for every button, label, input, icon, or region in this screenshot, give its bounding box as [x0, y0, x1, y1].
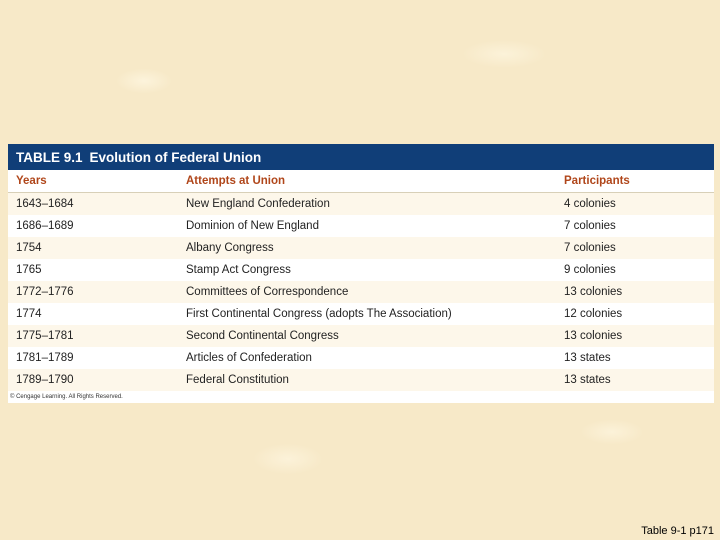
column-header-participants: Participants: [564, 175, 630, 187]
table-title: Evolution of Federal Union: [89, 149, 262, 165]
table-title-bar: [8, 144, 714, 170]
cell-attempt: Stamp Act Congress: [186, 264, 291, 276]
cell-attempt: Albany Congress: [186, 242, 274, 254]
cell-participants: 9 colonies: [564, 264, 616, 276]
table-row: [8, 193, 714, 215]
cell-years: 1643–1684: [16, 198, 74, 210]
cell-participants: 13 states: [564, 352, 611, 364]
cell-years: 1772–1776: [16, 286, 74, 298]
table-row: [8, 259, 714, 281]
copyright-notice: © Cengage Learning. All Rights Reserved.: [8, 391, 714, 403]
cell-years: 1774: [16, 308, 42, 320]
cell-years: 1775–1781: [16, 330, 74, 342]
cell-attempt: Dominion of New England: [186, 220, 319, 232]
cell-attempt: Committees of Correspondence: [186, 286, 349, 298]
table-header-row: [8, 170, 714, 193]
column-header-attempts: Attempts at Union: [186, 175, 286, 187]
table-figure: [8, 144, 714, 402]
cell-attempt: New England Confederation: [186, 198, 330, 210]
table-row: [8, 215, 714, 237]
column-header-years: Years: [16, 175, 47, 187]
cell-participants: 13 colonies: [564, 330, 623, 342]
table-body: [8, 193, 714, 391]
cell-attempt: Second Continental Congress: [186, 330, 339, 342]
cell-years: 1754: [16, 242, 42, 254]
table-row: [8, 369, 714, 391]
cell-years: 1781–1789: [16, 352, 74, 364]
cell-participants: 4 colonies: [564, 198, 616, 210]
cell-participants: 13 states: [564, 374, 611, 386]
cell-participants: 13 colonies: [564, 286, 623, 298]
table-row: [8, 281, 714, 303]
cell-attempt: First Continental Congress (adopts The Association): [186, 308, 452, 320]
cell-participants: 7 colonies: [564, 220, 616, 232]
cell-years: 1789–1790: [16, 374, 74, 386]
table-row: [8, 237, 714, 259]
cell-participants: 12 colonies: [564, 308, 623, 320]
cell-years: 1765: [16, 264, 42, 276]
table-row: [8, 347, 714, 369]
cell-attempt: Federal Constitution: [186, 374, 289, 386]
cell-attempt: Articles of Confederation: [186, 352, 312, 364]
cell-participants: 7 colonies: [564, 242, 616, 254]
cell-years: 1686–1689: [16, 220, 74, 232]
table-label: TABLE 9.1: [16, 149, 83, 165]
table-row: [8, 303, 714, 325]
table-row: [8, 325, 714, 347]
slide-caption: Table 9-1 p171: [641, 525, 714, 537]
